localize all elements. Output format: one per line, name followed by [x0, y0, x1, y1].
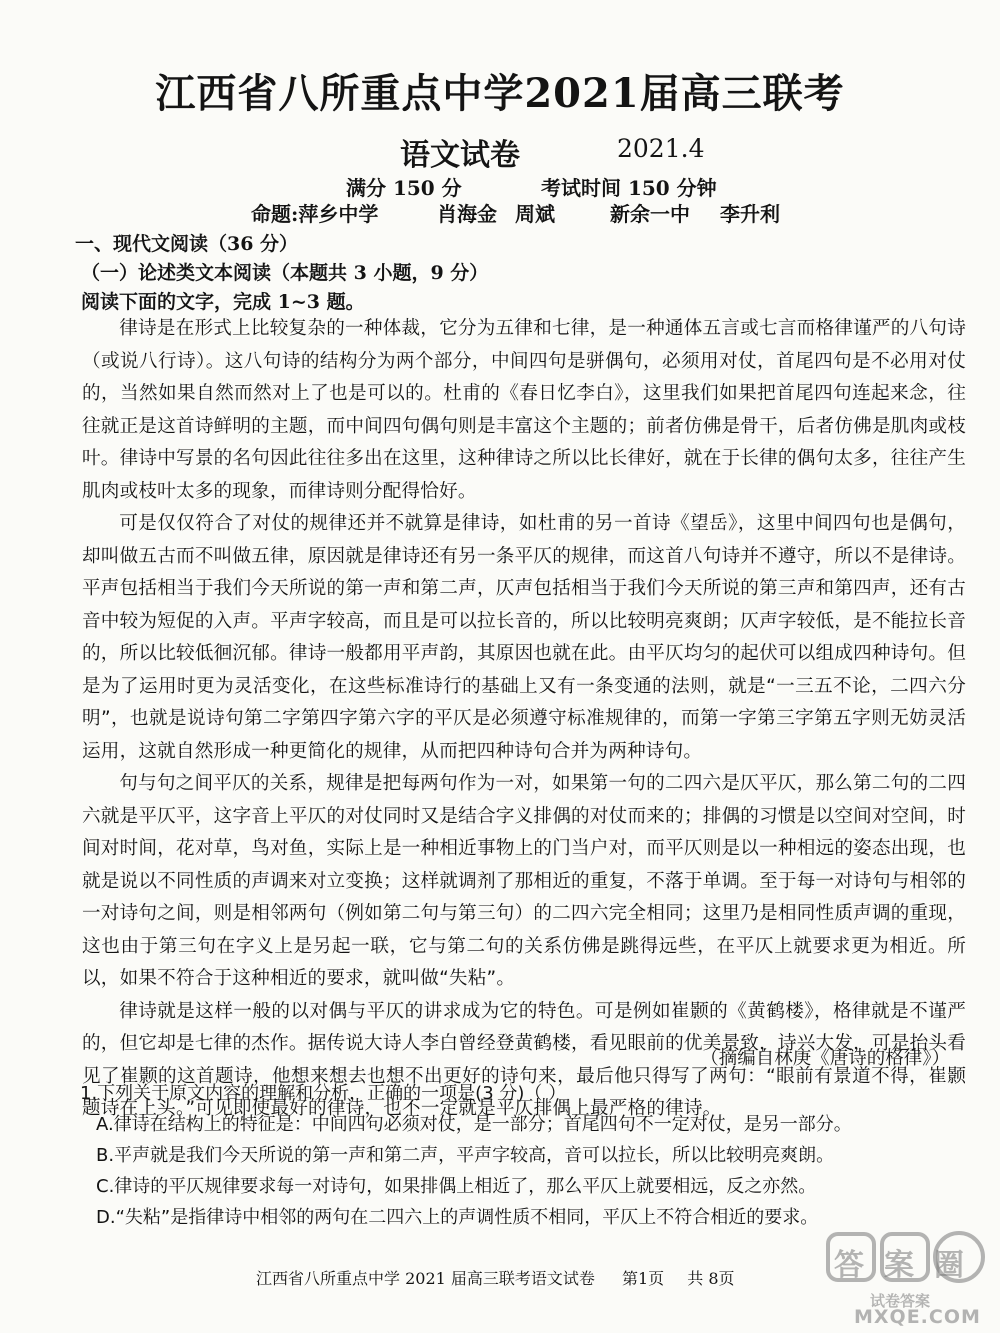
passage: [82, 313, 966, 1126]
option-a: A.律诗在结构上的特征是：中间四句必须对仗，是一部分；首尾四句不一定对仗，是另一部分。: [96, 1114, 852, 1135]
passage-paragraph: 可是仅仅符合了对仗的规律还并不就算是律诗，如杜甫的另一首诗《望岳》，这里中间四句也是偶句，却叫做五古而不叫做五律，原因就是律诗还有另一条平仄的规律，而这首八句诗并不遵守，所以不是律诗。平声包括相当于我们今天所说的第一声和第二声，仄声包括相当于我们今天所说的第三声和第四声，还有古音中较为短促的入声。平声字较高，而且是可以拉长音的，所以比较明亮爽朗；仄声字较低，是不能拉长音的，所以比较低徊沉郁。律诗一般都用平声韵，其原因也就在此。由平仄均匀的起伏可以组成四种诗句。但是为了运用时更为灵活变化，在这些标准诗行的基础上又有一条变通的法则，就是“一三五不论，二四六分明”，也就是说诗句第二字第四字第六字的平仄是必须遵守标准规律的，而第一字第三字第五字则无妨灵活运用，这就自然形成一种更简化的规律，从而把四种诗句合并为两种诗句。: [82, 513, 966, 762]
option-b: B.平声就是我们今天所说的第一声和第二声，平声字较高，音可以拉长，所以比较明亮爽朗。: [96, 1145, 835, 1166]
author-b: 周斌: [515, 202, 555, 226]
school-b: 新余一中: [610, 202, 690, 226]
sub-section-heading: （一）论述类文本阅读（本题共 3 小题，9 分）: [81, 262, 489, 284]
exam-subtitle: 语文试卷: [400, 138, 520, 173]
exam-title: 江西省八所重点中学2021届高三联考: [155, 70, 845, 117]
footer-title: 江西省八所重点中学 2021 届高三联考语文试卷: [256, 1269, 595, 1288]
option-d: D.“失粘”是指律诗中相邻的两句在二四六上的声调性质不相同，平仄上不符合相近的要求。: [96, 1207, 819, 1228]
option-c: C.律诗的平仄规律要求每一对诗句，如果排偶上相近了，那么平仄上就要相远，反之亦然。: [96, 1176, 817, 1197]
author-a: 肖海金: [437, 202, 497, 226]
question-1: [80, 1078, 970, 1233]
passage-paragraph: 句与句之间平仄的关系，规律是把每两句作为一对，如果第一句的二四六是仄平仄，那么第二句的二四六就是平仄平，这字音上平仄的对仗同时又是结合字义排偶的对仗而来的；排偶的习惯是以空间对空间，时间对时间，花对草，鸟对鱼，实际上是一种相近事物上的门当户对，而平仄则是以一种相远的姿态出现，也就是说以不同性质的声调来对立变换；这样就调剂了那相近的重复，不落于单调。至于每一对诗句与相邻的一对诗句之间，则是相邻两句（例如第二句与第三句）的二四六完全相同；这里乃是相同性质声调的重现，这也由于第三句在字义上是另起一联，它与第二句的关系仿佛是跳得远些，在平仄上就要求更为相近。所以，如果不符合于这种相近的要求，就叫做“失粘”。: [82, 773, 966, 989]
watermark: [820, 1228, 990, 1328]
exam-time: 考试时间 150 分钟: [541, 176, 717, 200]
passage-paragraph: 律诗就是这样一般的以对偶与平仄的讲求成为它的特色。可是例如崔颢的《黄鹤楼》，格律就是不谨严的，但它却是七律的杰作。据传说大诗人李白曾经登黄鹤楼，看见眼前的优美景致，诗兴大发，可是抬头看见了崔颢的这首题诗，他想来想去也想不出更好的诗句来，最后他只得写了两句：“眼前有景道不得，崔颢题诗在上头。”可见即使最好的律诗，也不一定就是平仄排偶上最严格的律诗。: [82, 1000, 966, 1119]
author-c: 李升利: [720, 202, 780, 226]
question-stem: 1.下列关于原文内容的理解和分析，正确的一项是(3 分)（ ）: [80, 1083, 567, 1104]
footer-total: 共 8页: [687, 1269, 735, 1288]
exam-date: 2021.4: [617, 134, 705, 163]
footer-page: 第1页: [622, 1269, 665, 1288]
watermark-logo-text: 答案圈: [834, 1248, 984, 1283]
passage-paragraph: 律诗是在形式上比较复杂的一种体裁，它分为五律和七律，是一种通体五言或七言而格律谨严的八句诗（或说八行诗）。这八句诗的结构分为两个部分，中间四句是骈偶句，必须用对仗，首尾四句是不必用对仗的，当然如果自然而然对上了也是可以的。杜甫的《春日忆李白》，这里我们如果把首尾四句连起来念，往往就正是这首诗鲜明的主题，而中间四句偶句则是丰富这个主题的；前者仿佛是骨干，后者仿佛是肌肉或枝叶。律诗中写景的名句因此往往多出在这里，这种律诗之所以比长律好，就在于长律的偶句太多，往往产生肌肉或枝叶太多的现象，而律诗则分配得恰好。: [82, 318, 966, 502]
watermark-line2: MXQE.COM: [854, 1306, 981, 1328]
reading-instruction: 阅读下面的文字，完成 1~3 题。: [81, 291, 365, 313]
authors-label: 命题:萍乡中学: [251, 202, 379, 226]
watermark-line1: 试卷答案: [870, 1292, 931, 1310]
full-score: 满分 150 分: [346, 176, 462, 200]
section-heading: 一、现代文阅读（36 分）: [75, 233, 299, 255]
page-footer: [256, 1266, 735, 1289]
passage-source: （摘编自林庚《唐诗的格律》）: [700, 1048, 950, 1069]
